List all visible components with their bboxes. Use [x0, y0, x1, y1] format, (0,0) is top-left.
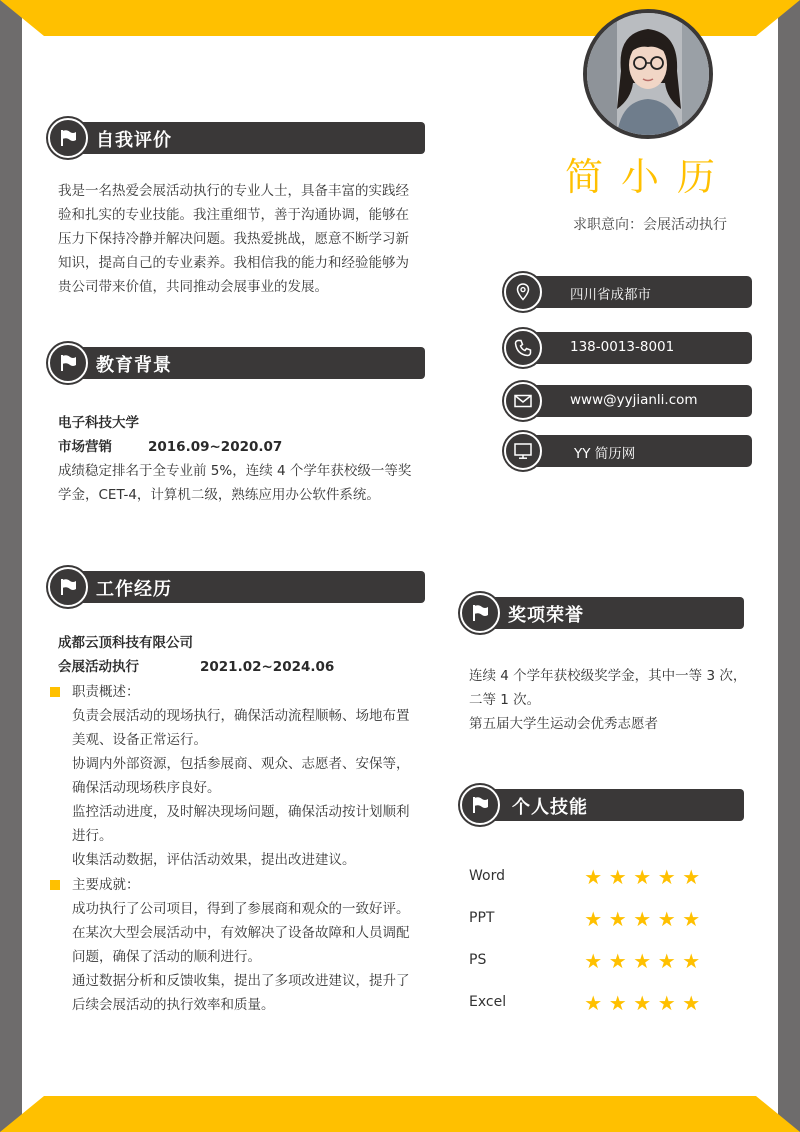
candidate-name: 简小历 [564, 155, 733, 199]
text-line: 知识，提高自己的专业素养。我相信我的能力和经验能够为 [58, 255, 409, 271]
section-title: 奖项荣誉 [508, 605, 584, 626]
star-icon: ★ [584, 949, 603, 973]
contact-bar [522, 435, 752, 467]
bullet-marker [50, 687, 60, 697]
star-icon: ★ [584, 907, 603, 931]
text-line: 通过数据分析和反馈收集，提出了多项改进建议，提升了 [72, 973, 410, 989]
text-line: 问题，确保了活动的顺利进行。 [72, 949, 261, 965]
text-line: 监控活动进度，及时解决现场问题，确保活动按计划顺利 [72, 804, 410, 820]
text-line: 第五届大学生运动会优秀志愿者 [469, 716, 658, 732]
star-icon: ★ [608, 865, 627, 889]
skill-row [469, 866, 769, 890]
flag-icon [460, 785, 500, 825]
text-line: 在某次大型会展活动中，有效解决了设备故障和人员调配 [72, 925, 410, 941]
self-eval-text [58, 179, 428, 299]
contact-location [504, 276, 752, 308]
text-line: 学金，CET-4，计算机二级，熟练应用办公软件系统。 [58, 487, 380, 503]
text-line: 成功执行了公司项目，得到了参展商和观众的一致好评。 [72, 901, 410, 917]
major-row [58, 435, 438, 459]
skill-name: PPT [469, 910, 495, 926]
job-intent: 求职意向：会展活动执行 [573, 217, 727, 233]
flag-icon [48, 118, 88, 158]
section-title: 自我评价 [96, 130, 172, 151]
text-line: 成绩稳定排名于全专业前 5%，连续 4 个学年获校级一等奖 [58, 463, 412, 479]
section-title: 工作经历 [96, 579, 172, 600]
text-line: 压力下保持冷静并解决问题。我热爱挑战，愿意不断学习新 [58, 231, 409, 247]
text-line: 确保活动现场秩序良好。 [72, 780, 221, 796]
avatar [583, 9, 713, 139]
left-frame-bar [0, 0, 22, 1132]
star-icon: ★ [657, 991, 676, 1015]
contact-email [504, 385, 752, 417]
section-header-education [48, 345, 425, 385]
contact-text: 四川省成都市 [570, 287, 651, 303]
envelope-icon [504, 382, 542, 420]
major: 市场营销 [58, 439, 112, 455]
section-title: 教育背景 [96, 355, 172, 376]
skill-rating [583, 950, 702, 972]
awards-text [469, 664, 769, 736]
right-frame-bar [778, 0, 800, 1132]
star-icon: ★ [682, 949, 701, 973]
skill-rating [583, 908, 702, 930]
star-icon: ★ [682, 907, 701, 931]
section-header-work [48, 569, 425, 609]
duties-text [72, 704, 432, 872]
avatar-portrait-icon [587, 13, 709, 135]
contact-phone [504, 332, 752, 364]
star-icon: ★ [584, 865, 603, 889]
duties-heading: 职责概述： [72, 684, 140, 700]
text-line: 收集活动数据，评估活动效果，提出改进建议。 [72, 852, 356, 868]
section-header-skills [460, 787, 744, 827]
skill-name: Excel [469, 994, 507, 1010]
flag-icon [48, 567, 88, 607]
role: 会展活动执行 [58, 659, 139, 675]
location-pin-icon [504, 273, 542, 311]
star-icon: ★ [657, 907, 676, 931]
star-icon: ★ [633, 949, 652, 973]
star-icon: ★ [608, 949, 627, 973]
text-line: 我是一名热爱会展活动执行的专业人士，具备丰富的实践经 [58, 183, 409, 199]
star-icon: ★ [657, 865, 676, 889]
star-icon: ★ [633, 865, 652, 889]
star-icon: ★ [657, 949, 676, 973]
skill-name: Word [469, 868, 505, 884]
text-line: 贵公司带来价值，共同推动会展事业的发展。 [58, 279, 328, 295]
star-icon: ★ [633, 991, 652, 1015]
company-name: 成都云顶科技有限公司 [58, 635, 193, 651]
text-line: 二等 1 次。 [469, 692, 541, 708]
section-header-awards [460, 595, 744, 635]
work-header-text [58, 631, 438, 679]
flag-icon [48, 343, 88, 383]
skill-row [469, 908, 769, 932]
text-line: 后续会展活动的执行效率和质量。 [72, 997, 275, 1013]
skill-name: PS [469, 952, 487, 968]
section-title: 个人技能 [512, 797, 588, 818]
bottom-accent-bar [0, 1096, 800, 1132]
contact-text: YY 简历网 [574, 446, 636, 462]
education-period: 2016.09~2020.07 [148, 439, 283, 455]
text-line: 美观、设备正常运行。 [72, 732, 207, 748]
skill-row [469, 950, 769, 974]
star-icon: ★ [584, 991, 603, 1015]
contact-text: 138-0013-8001 [570, 339, 675, 355]
text-line: 验和扎实的专业技能。我注重细节，善于沟通协调，能够在 [58, 207, 409, 223]
monitor-icon [504, 432, 542, 470]
achievements-heading: 主要成就： [72, 877, 140, 893]
text-line: 协调内外部资源，包括参展商、观众、志愿者、安保等， [72, 756, 410, 772]
role-row [58, 655, 438, 679]
star-icon: ★ [682, 991, 701, 1015]
text-line: 负责会展活动的现场执行，确保活动流程顺畅、场地布置 [72, 708, 410, 724]
bullet-marker [50, 880, 60, 890]
skill-row [469, 992, 769, 1016]
work-period: 2021.02~2024.06 [200, 659, 335, 675]
section-header-self-eval [48, 120, 425, 160]
text-line: 连续 4 个学年获校级奖学金，其中一等 3 次， [469, 668, 747, 684]
contact-website [504, 435, 752, 467]
phone-icon [504, 329, 542, 367]
star-icon: ★ [608, 991, 627, 1015]
achievements-text [72, 897, 432, 1017]
education-text [58, 411, 438, 507]
contact-text: www@yyjianli.com [570, 392, 698, 408]
flag-icon [460, 593, 500, 633]
skill-rating [583, 992, 702, 1014]
star-icon: ★ [633, 907, 652, 931]
school-name: 电子科技大学 [58, 415, 139, 431]
star-icon: ★ [608, 907, 627, 931]
skill-rating [583, 866, 702, 888]
star-icon: ★ [682, 865, 701, 889]
text-line: 进行。 [72, 828, 113, 844]
